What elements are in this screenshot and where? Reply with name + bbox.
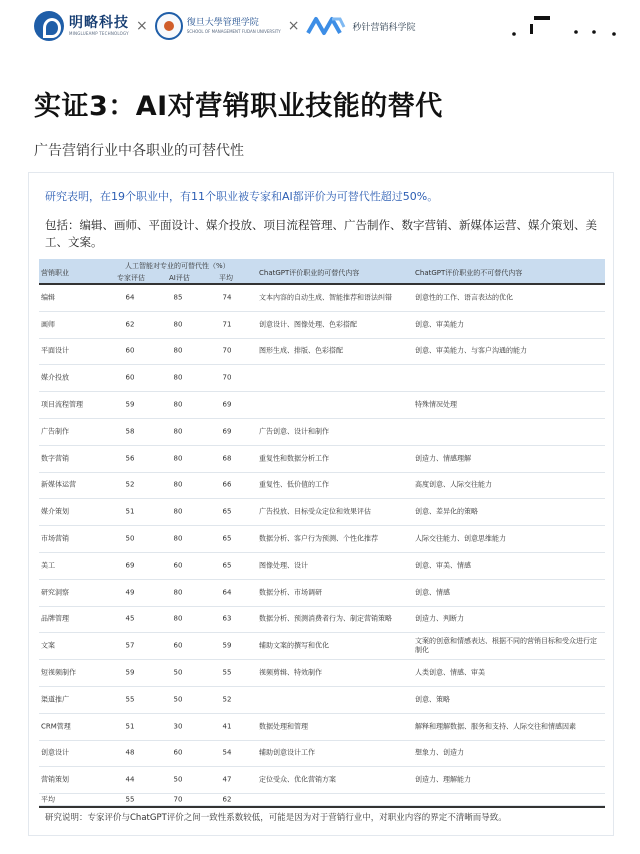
- cell-replaceable: 重复性和数据分析工作: [259, 454, 329, 463]
- cell-ai: 50: [173, 668, 183, 677]
- separator-times: ×: [287, 18, 300, 34]
- cell-replaceable: 数据处理和管理: [259, 722, 308, 731]
- cell-job: 广告制作: [41, 427, 69, 436]
- page-subtitle: 广告营销行业中各职业的可替代性: [34, 143, 244, 159]
- miaozhen-logo: [306, 15, 415, 37]
- cell-expert: 50: [125, 534, 135, 543]
- cell-avg: 63: [222, 614, 232, 623]
- cell-job: 渠道推广: [41, 695, 69, 704]
- table-row: [39, 714, 605, 741]
- table-body: [39, 285, 605, 794]
- cell-job: 编辑: [41, 293, 55, 302]
- cell-replaceable: 数据分析、客户行为预测、个性化推荐: [259, 534, 378, 543]
- table-bottom-rule: [39, 806, 605, 808]
- cell-ai: 80: [173, 480, 183, 489]
- minglue-logo: [34, 11, 129, 41]
- cell-job: 营销策划: [41, 775, 69, 784]
- cell-avg: 70: [222, 373, 232, 382]
- cell-expert: 60: [125, 373, 135, 382]
- cell-replaceable: 重复性、低价值的工作: [259, 480, 329, 489]
- research-note: 研究说明：专家评价与ChatGPT评价之间一致性系数较低，可能是因为对于营销行业中，对职业内容的界定不清晰而导致。: [45, 813, 507, 823]
- cell-expert: 59: [125, 400, 135, 409]
- cell-ai: 80: [173, 454, 183, 463]
- cell-job: 平面设计: [41, 346, 69, 355]
- fudan-logo-name: 復旦大學管理学院: [186, 18, 259, 28]
- cell-replaceable: 广告投放、目标受众定位和效果评估: [259, 507, 371, 516]
- cell-job: 研究洞察: [41, 588, 69, 597]
- cell-ai: 70: [173, 795, 183, 804]
- cell-ai: 50: [173, 695, 183, 704]
- included-jobs: 包括：编辑、画师、平面设计、媒介投放、项目流程管理、广告制作、数字营销、新媒体运营、媒介策划、美工、文案。: [45, 218, 597, 249]
- table-row: [39, 580, 605, 607]
- cell-avg: 65: [222, 561, 232, 570]
- content-card: [28, 172, 614, 836]
- cell-ai: 80: [173, 588, 183, 597]
- cell-job: 市场营销: [41, 534, 69, 543]
- table-row: [39, 687, 605, 714]
- header-group: 人工智能对专业的可替代性（%）: [125, 262, 230, 270]
- cell-avg: 59: [222, 641, 232, 650]
- cell-expert: 55: [125, 795, 135, 804]
- table-row: [39, 607, 605, 634]
- table-row: [39, 392, 605, 419]
- cell-expert: 56: [125, 454, 135, 463]
- cell-replaceable: 定位受众、优化营销方案: [259, 775, 336, 784]
- cell-avg: 70: [222, 346, 232, 355]
- cell-job: 创意设计: [41, 748, 69, 757]
- cell-replaceable: 文本内容的自动生成、智能推荐和语法纠错: [259, 293, 392, 302]
- cell-replaceable: 图像处理、设计: [259, 561, 308, 570]
- cell-expert: 60: [125, 346, 135, 355]
- minglue-logo-subtitle: MINGLUEAMP TECHNOLOGY: [69, 30, 129, 36]
- cell-avg: 68: [222, 454, 232, 463]
- miaozhen-logo-name: 秒针营销科学院: [352, 22, 416, 33]
- cell-job: 数字营销: [41, 454, 69, 463]
- cell-expert: 52: [125, 480, 135, 489]
- cell-nonreplaceable: 创意、策略: [415, 695, 450, 704]
- miaozhen-logo-icon: [306, 15, 346, 37]
- table-row: [39, 767, 605, 794]
- cell-avg: 69: [222, 427, 232, 436]
- header-avg: 平均: [219, 274, 233, 282]
- minglue-logo-name: 明略科技: [69, 14, 129, 31]
- cell-job: CRM管理: [41, 722, 71, 731]
- cell-job: 媒介投放: [41, 373, 69, 382]
- substitutability-table: [39, 259, 605, 808]
- cell-replaceable: 图形生成、排版、色彩搭配: [259, 346, 343, 355]
- cell-expert: 57: [125, 641, 135, 650]
- cell-replaceable: 数据分析、预测消费者行为、制定营销策略: [259, 614, 392, 623]
- cell-expert: 44: [125, 775, 135, 784]
- table-row: [39, 553, 605, 580]
- cell-avg: 65: [222, 507, 232, 516]
- cell-ai: 80: [173, 320, 183, 329]
- cell-ai: 80: [173, 346, 183, 355]
- cell-ai: 80: [173, 400, 183, 409]
- cell-nonreplaceable: 人类创意、情感、审美: [415, 668, 485, 677]
- cell-avg: 71: [222, 320, 232, 329]
- cell-ai: 85: [173, 293, 183, 302]
- minglue-logo-icon: [34, 11, 64, 41]
- cell-ai: 60: [173, 641, 183, 650]
- fudan-seal-icon: [155, 12, 183, 40]
- cell-nonreplaceable: 创意、差异化的策略: [415, 507, 478, 516]
- cell-nonreplaceable: 创意、审美能力: [415, 320, 464, 329]
- header-job: 营销职业: [41, 269, 69, 277]
- table-row: [39, 446, 605, 473]
- cell-expert: 59: [125, 668, 135, 677]
- cell-ai: 80: [173, 507, 183, 516]
- cell-ai: 30: [173, 722, 183, 731]
- cell-job: 品牌管理: [41, 614, 69, 623]
- cell-replaceable: 创意设计、图像处理、色彩搭配: [259, 320, 357, 329]
- cell-avg: 47: [222, 775, 232, 784]
- cell-avg: 69: [222, 400, 232, 409]
- cell-job: 平均: [41, 795, 55, 804]
- cell-nonreplaceable: 文案的创意和情感表达、根据不同的营销目标和受众进行定制化: [415, 637, 597, 655]
- cell-expert: 55: [125, 695, 135, 704]
- table-row: [39, 312, 605, 339]
- cell-ai: 80: [173, 373, 183, 382]
- cell-expert: 69: [125, 561, 135, 570]
- research-finding: 研究表明，在19个职业中，有11个职业被专家和AI都评价为可替代性超过50%。: [45, 190, 439, 203]
- cell-job: 媒介策划: [41, 507, 69, 516]
- fudan-logo-subtitle: SCHOOL OF MANAGEMENT FUDAN UNIVERSITY: [186, 29, 281, 34]
- cell-nonreplaceable: 创意、审美、情感: [415, 561, 471, 570]
- cell-ai: 80: [173, 614, 183, 623]
- table-row: [39, 660, 605, 687]
- table-row: [39, 339, 605, 366]
- cell-avg: 62: [222, 795, 232, 804]
- decorative-dots-icon: [510, 8, 620, 38]
- cell-replaceable: 辅助文案的撰写和优化: [259, 641, 329, 650]
- cell-avg: 64: [222, 588, 232, 597]
- cell-avg: 66: [222, 480, 232, 489]
- cell-avg: 74: [222, 293, 232, 302]
- cell-job: 文案: [41, 641, 55, 650]
- cell-replaceable: 数据分析、市场调研: [259, 588, 322, 597]
- cell-nonreplaceable: 想象力、创造力: [415, 748, 464, 757]
- cell-avg: 65: [222, 534, 232, 543]
- cell-nonreplaceable: 解释和理解数据、服务和支持、人际交往和情感因素: [415, 722, 576, 731]
- cell-avg: 52: [222, 695, 232, 704]
- cell-replaceable: 广告创意、设计和制作: [259, 427, 329, 436]
- cell-replaceable: 辅助创意设计工作: [259, 748, 315, 757]
- cell-ai: 50: [173, 775, 183, 784]
- cell-nonreplaceable: 创意性的工作、语言表达的优化: [415, 293, 513, 302]
- table-row: [39, 633, 605, 660]
- cell-ai: 60: [173, 748, 183, 757]
- table-header: [39, 259, 605, 285]
- table-row-average: [39, 794, 605, 806]
- table-row: [39, 741, 605, 768]
- cell-nonreplaceable: 创造力、情感理解: [415, 454, 471, 463]
- cell-job: 项目流程管理: [41, 400, 83, 409]
- page-title: 实证3：AI对营销职业技能的替代: [34, 91, 443, 122]
- cell-expert: 51: [125, 507, 135, 516]
- cell-nonreplaceable: 创意、情感: [415, 588, 450, 597]
- cell-nonreplaceable: 人际交往能力、创意思维能力: [415, 534, 506, 543]
- table-row: [39, 419, 605, 446]
- cell-replaceable: 视频剪辑、特效制作: [259, 668, 322, 677]
- cell-expert: 58: [125, 427, 135, 436]
- cell-ai: 80: [173, 427, 183, 436]
- header-expert: 专家评估: [117, 274, 145, 282]
- table-row: [39, 473, 605, 500]
- cell-expert: 48: [125, 748, 135, 757]
- cell-avg: 55: [222, 668, 232, 677]
- cell-avg: 41: [222, 722, 232, 731]
- header-replaceable: ChatGPT评价职业的可替代内容: [259, 269, 360, 277]
- cell-nonreplaceable: 创造力、理解能力: [415, 775, 471, 784]
- cell-job: 美工: [41, 561, 55, 570]
- header-nonreplaceable: ChatGPT评价职业的不可替代内容: [415, 269, 523, 277]
- table-row: [39, 285, 605, 312]
- cell-expert: 49: [125, 588, 135, 597]
- cell-nonreplaceable: 高度创意、人际交往能力: [415, 480, 492, 489]
- cell-expert: 64: [125, 293, 135, 302]
- cell-ai: 80: [173, 534, 183, 543]
- cell-expert: 62: [125, 320, 135, 329]
- table-row: [39, 526, 605, 553]
- header-ai: AI评估: [169, 274, 190, 282]
- cell-avg: 54: [222, 748, 232, 757]
- cell-nonreplaceable: 创意、审美能力、与客户沟通的能力: [415, 346, 527, 355]
- cell-ai: 60: [173, 561, 183, 570]
- separator-times: ×: [136, 18, 148, 34]
- cell-nonreplaceable: 特殊情况处理: [415, 400, 457, 409]
- fudan-logo: [155, 12, 281, 40]
- cell-job: 新媒体运营: [41, 480, 76, 489]
- cell-job: 短视频制作: [41, 668, 76, 677]
- cell-expert: 51: [125, 722, 135, 731]
- cell-nonreplaceable: 创造力、判断力: [415, 614, 464, 623]
- cell-job: 画师: [41, 320, 55, 329]
- cell-expert: 45: [125, 614, 135, 623]
- table-row: [39, 499, 605, 526]
- table-row: [39, 365, 605, 392]
